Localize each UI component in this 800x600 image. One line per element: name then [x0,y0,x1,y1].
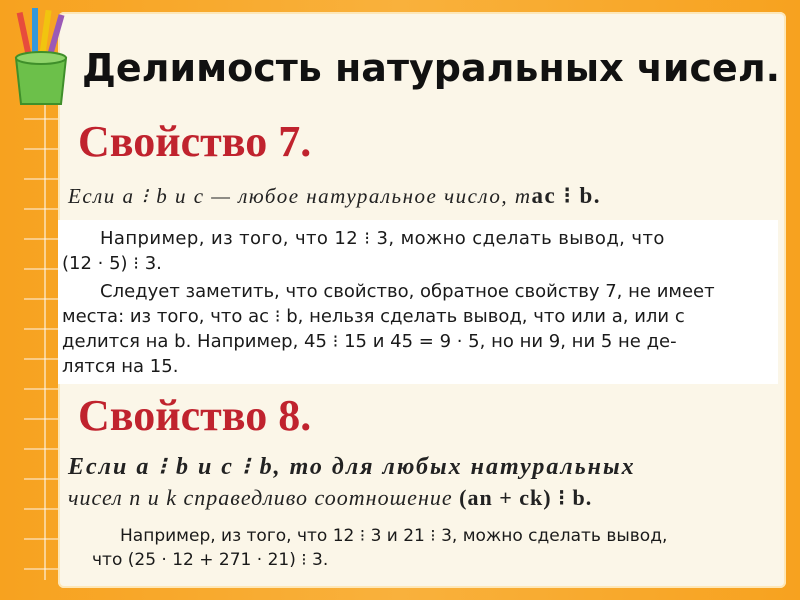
ruler-decoration [24,90,58,580]
pencil-cup-icon [6,8,76,108]
property-8-rule-formula: (an + ck) ⁝ b. [459,485,593,510]
property-7-rule [68,183,778,209]
slide-title: Делимость натуральных чисел. [82,46,781,90]
example-7-line: Например, из того, что 12 ⁝ 3, можно сделать вывод, что [100,228,665,249]
property-7-rule-conclusion: ac ⁝ b. [531,183,602,208]
property-8-heading: Свойство 8. [78,391,312,440]
property-8-rule-text: чисел n и k справедливо соотношение [68,485,460,510]
remark-7-line: Следует заметить, что свойство, обратное свойству 7, не имеет [100,281,715,302]
remark-7-line: места: из того, что ac ⁝ b, нельзя сделать вывод, что или a, или c [62,306,685,327]
example-8-line: что (25 · 12 + 271 · 21) ⁝ 3. [92,550,329,570]
remark-7-line: лятся на 15. [62,356,179,377]
property-7-heading: Свойство 7. [78,117,312,166]
example-7-line: (12 · 5) ⁝ 3. [62,253,162,274]
remark-7-line: делится на b. Например, 45 ⁝ 15 и 45 = 9 · 5, но ни 9, ни 5 не де- [62,331,677,352]
property-8-rule-line [68,485,778,511]
property-8-rule-line: Если a ⁝ b и c ⁝ b, то для любых натуральных [68,454,636,480]
property-7-rule-text: Если a ⁝ b и c — любое натуральное число, т [68,184,532,208]
example-8-line: Например, из того, что 12 ⁝ 3 и 21 ⁝ 3, можно сделать вывод, [120,526,668,546]
